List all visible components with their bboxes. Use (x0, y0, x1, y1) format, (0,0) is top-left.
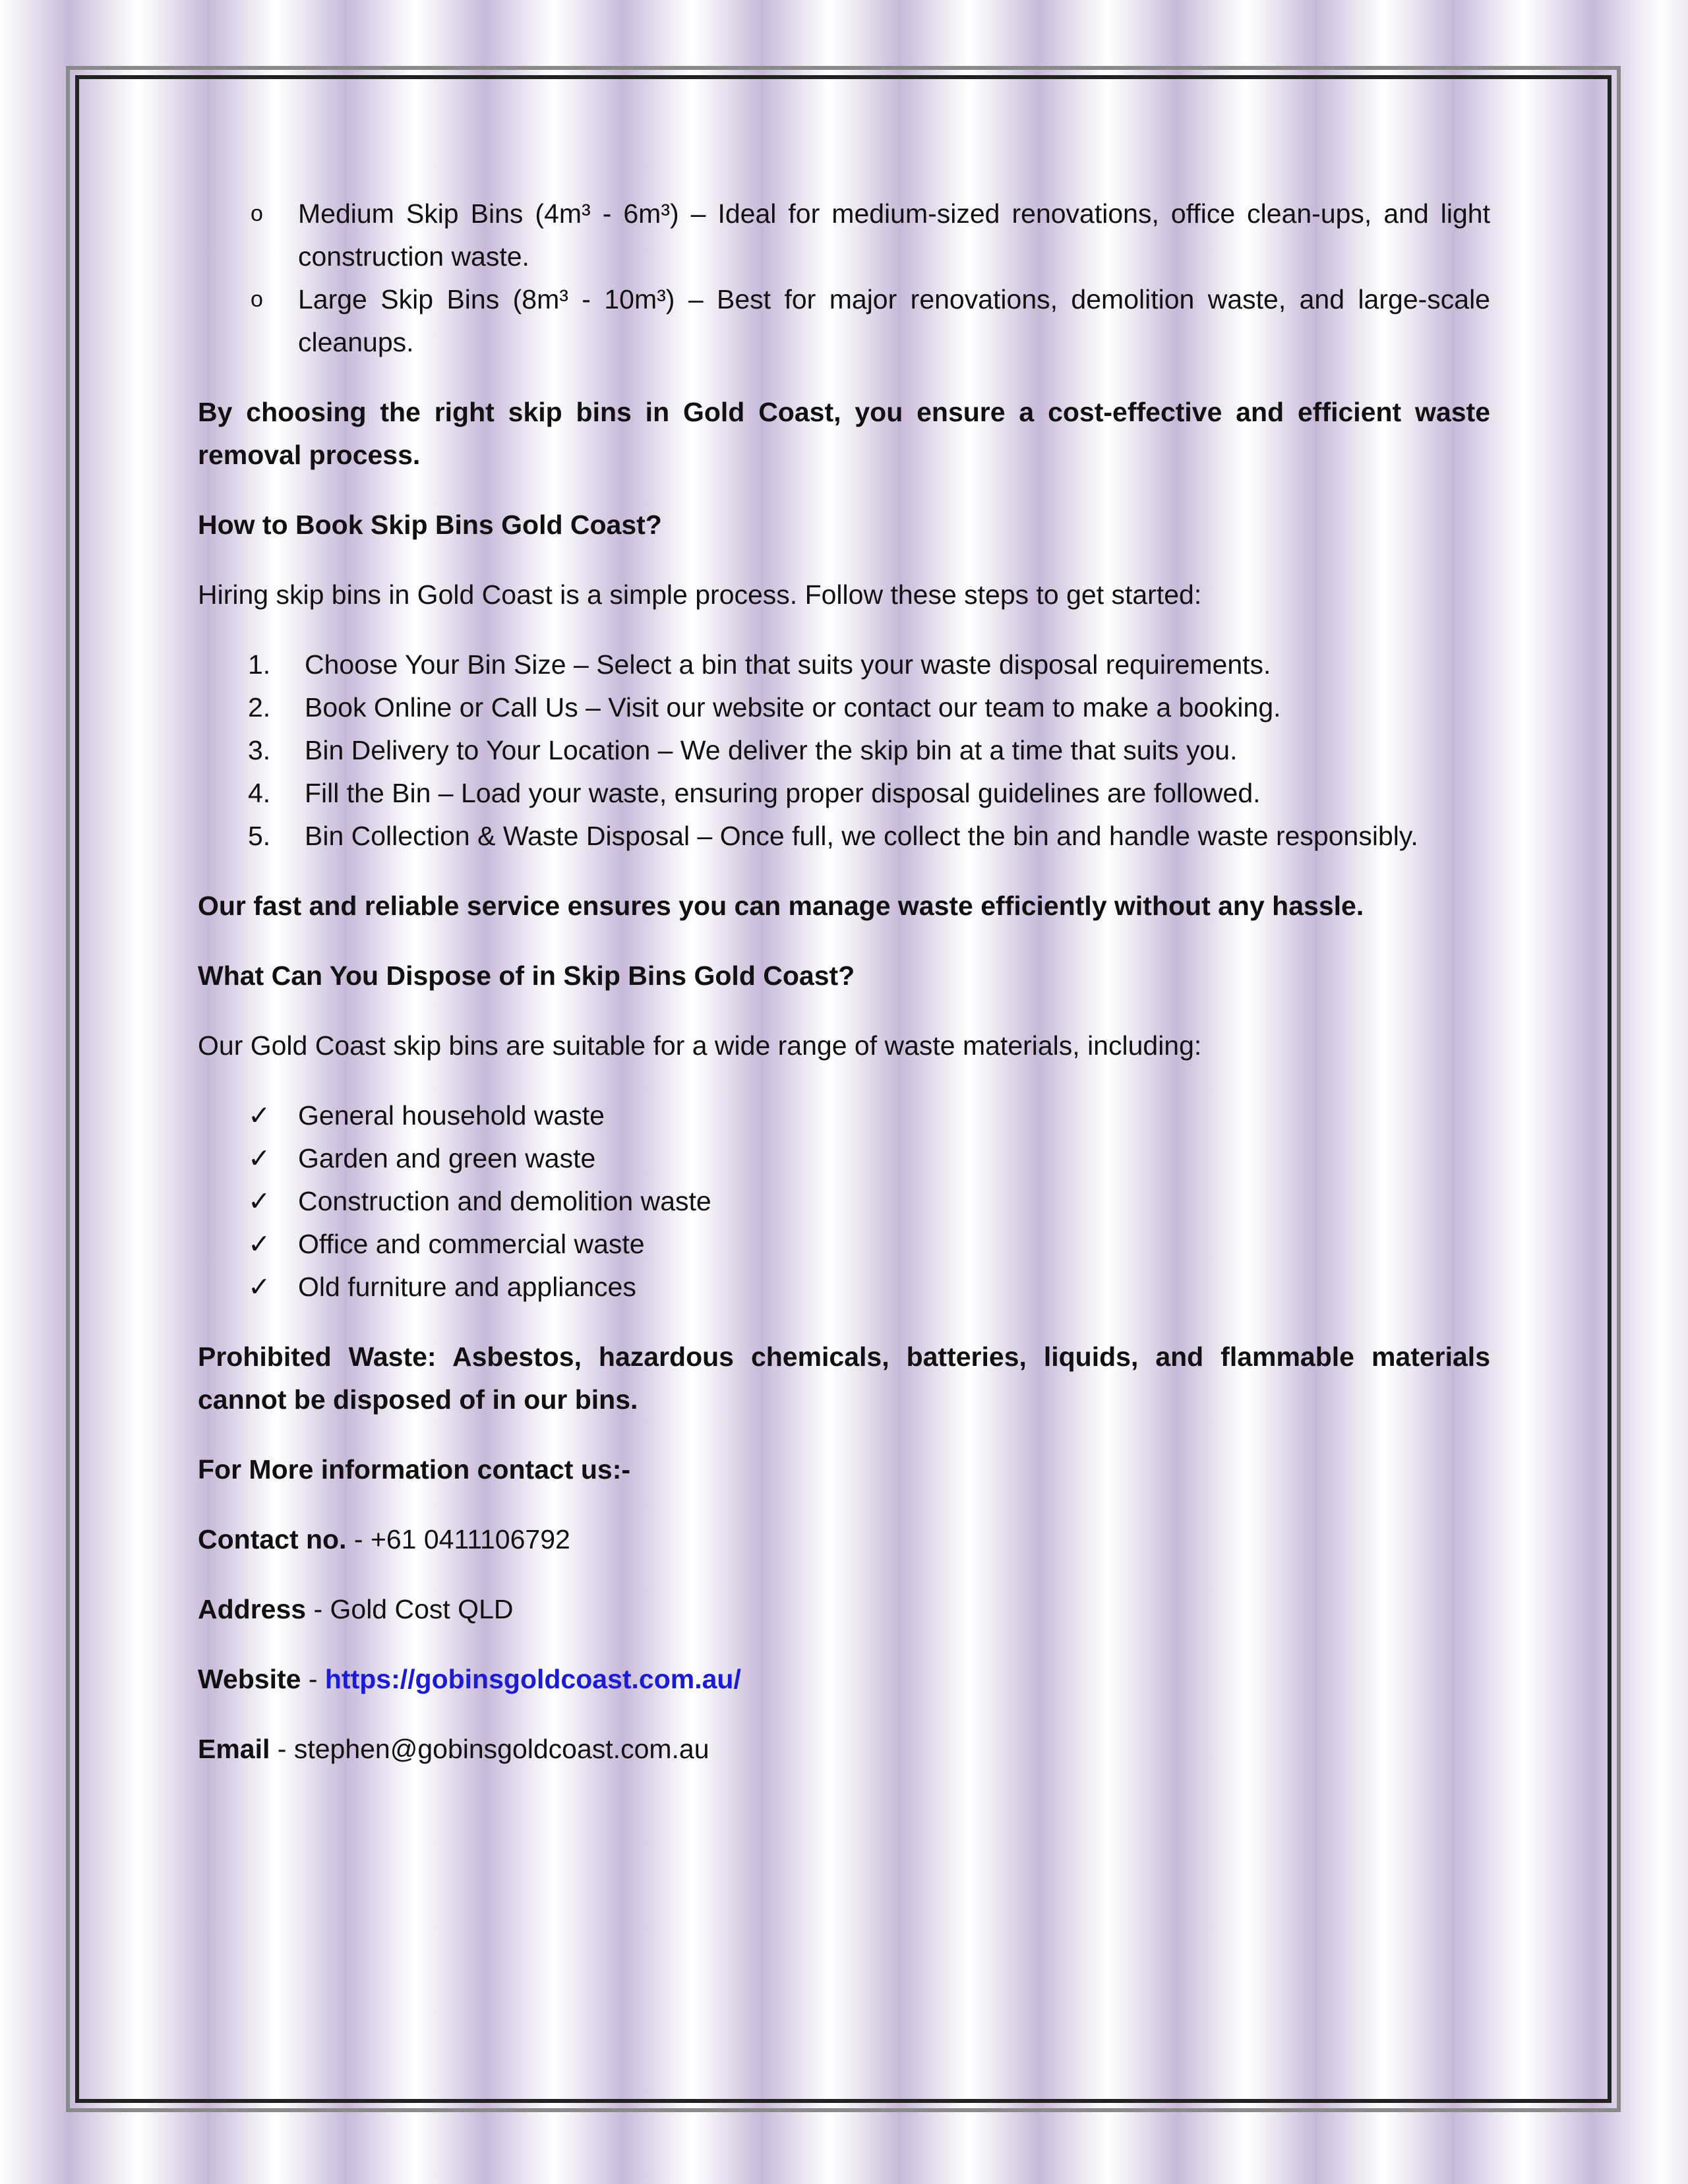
booking-closing: Our fast and reliable service ensures you can manage waste efficiently without any hassle. (198, 891, 1364, 921)
phone-label: Contact no. (198, 1524, 347, 1554)
step-text: Choose Your Bin Size – Select a bin that suits your waste disposal requirements. (305, 649, 1271, 680)
checkmark-icon: ✓ (248, 1100, 271, 1131)
checkmark-icon: ✓ (248, 1186, 271, 1216)
address-label: Address (198, 1594, 307, 1624)
list-item (198, 815, 1490, 858)
website-link[interactable]: https://gobinsgoldcoast.com.au/ (324, 1664, 741, 1694)
step-text: Bin Collection & Waste Disposal – Once full, we collect the bin and handle waste responsibly. (305, 821, 1418, 851)
email-value: - stephen@gobinsgoldcoast.com.au (270, 1734, 709, 1764)
booking-heading: How to Book Skip Bins Gold Coast? (198, 510, 662, 540)
waste-type: Office and commercial waste (298, 1229, 645, 1259)
checkmark-icon: ✓ (248, 1229, 271, 1259)
contact-phone (198, 1518, 1490, 1561)
document-body (198, 192, 1490, 1798)
phone-value: - +61 0411106792 (346, 1524, 570, 1554)
step-text: Fill the Bin – Load your waste, ensuring proper disposal guidelines are followed. (305, 778, 1261, 808)
list-item (198, 1223, 1490, 1266)
step-text: Book Online or Call Us – Visit our website or contact our team to make a booking. (305, 692, 1281, 723)
website-separator: - (301, 1664, 325, 1694)
choosing-note: By choosing the right skip bins in Gold Coast, you ensure a cost-effective and efficient waste removal process. (198, 397, 1490, 470)
list-item (198, 729, 1490, 772)
email-label: Email (198, 1734, 270, 1764)
step-number: 2. (248, 692, 271, 723)
list-item (198, 686, 1490, 729)
waste-type: General household waste (298, 1100, 605, 1131)
step-number: 4. (248, 778, 271, 808)
list-item (198, 278, 1490, 364)
circle-bullet-icon: o (251, 201, 263, 226)
skip-size-text: Medium Skip Bins (4m³ - 6m³) – Ideal for medium-sized renovations, office clean-ups, and light construction waste. (298, 198, 1490, 272)
step-text: Bin Delivery to Your Location – We deliver the skip bin at a time that suits you. (305, 735, 1238, 765)
list-item (198, 192, 1490, 278)
list-item (198, 643, 1490, 686)
waste-type: Construction and demolition waste (298, 1186, 711, 1216)
address-value: - Gold Cost QLD (306, 1594, 514, 1624)
booking-steps (198, 643, 1490, 858)
disposal-list (198, 1094, 1490, 1309)
circle-bullet-icon: o (251, 287, 263, 312)
list-item (198, 1137, 1490, 1180)
disposal-intro: Our Gold Coast skip bins are suitable for a wide range of waste materials, including: (198, 1030, 1202, 1061)
step-number: 3. (248, 735, 271, 765)
step-number: 1. (248, 649, 271, 680)
disposal-heading: What Can You Dispose of in Skip Bins Gold Coast? (198, 960, 855, 991)
waste-type: Garden and green waste (298, 1143, 596, 1173)
checkmark-icon: ✓ (248, 1143, 271, 1173)
website-label: Website (198, 1664, 301, 1694)
list-item (198, 772, 1490, 815)
skip-size-list (198, 192, 1490, 364)
list-item (198, 1266, 1490, 1309)
contact-heading: For More information contact us:- (198, 1454, 630, 1485)
booking-intro: Hiring skip bins in Gold Coast is a simple process. Follow these steps to get started: (198, 579, 1202, 610)
list-item (198, 1094, 1490, 1137)
prohibited-waste: Prohibited Waste: Asbestos, hazardous chemicals, batteries, liquids, and flammable materials cannot be disposed of in our bins. (198, 1342, 1490, 1415)
step-number: 5. (248, 821, 271, 851)
contact-address (198, 1588, 1490, 1631)
skip-size-text: Large Skip Bins (8m³ - 10m³) – Best for major renovations, demolition waste, and large-scale cleanups. (298, 284, 1490, 357)
checkmark-icon: ✓ (248, 1272, 271, 1302)
waste-type: Old furniture and appliances (298, 1272, 636, 1302)
contact-email (198, 1728, 1490, 1771)
contact-website (198, 1658, 1490, 1701)
list-item (198, 1180, 1490, 1223)
